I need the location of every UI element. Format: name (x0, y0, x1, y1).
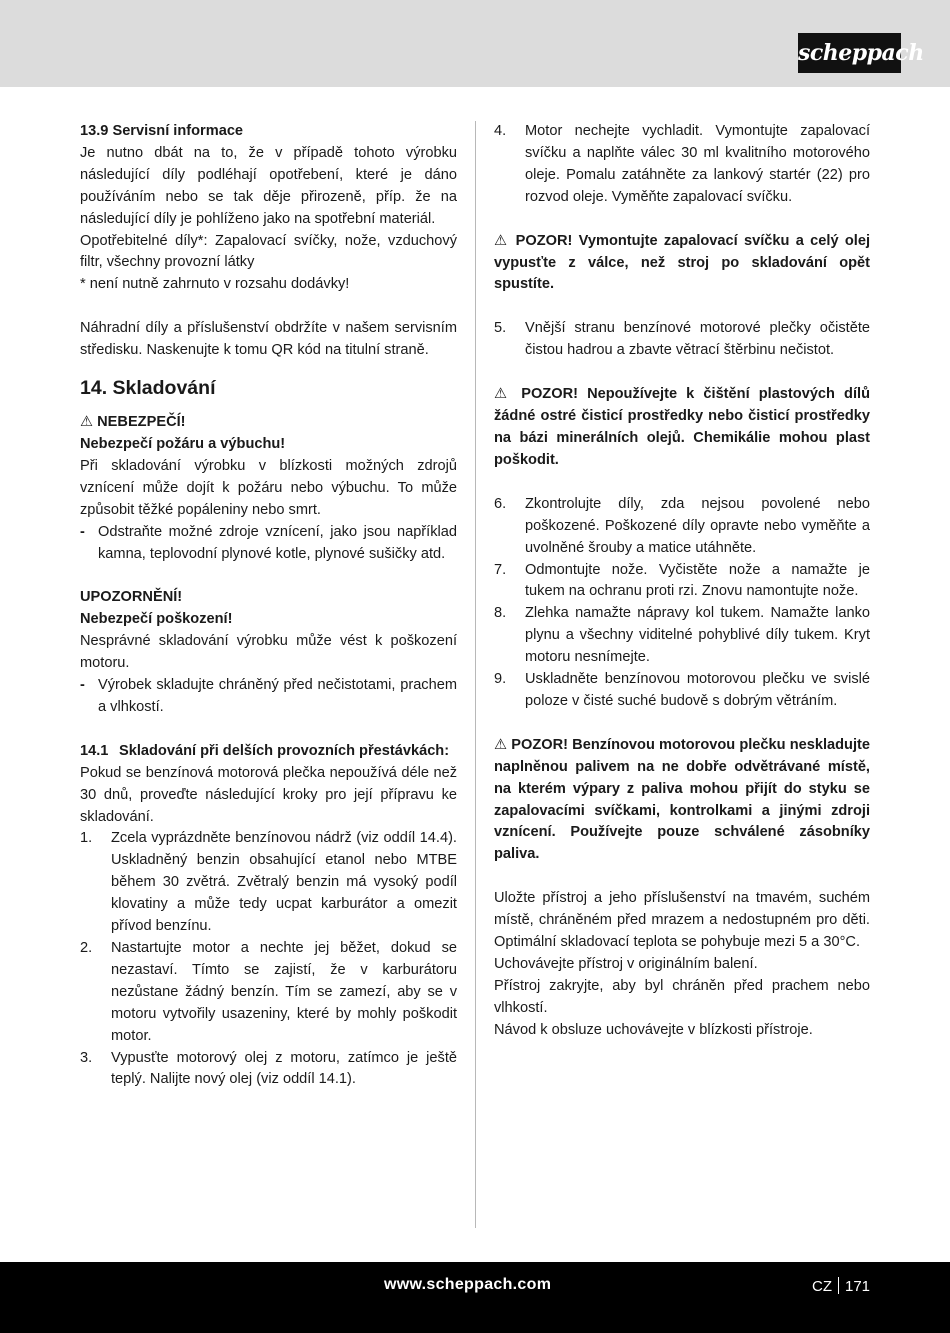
section-13-9-title: 13.9 Servisní informace (80, 123, 244, 139)
left-column (80, 121, 457, 1091)
paragraph: Je nutno dbát na to, že v případě tohoto výrobku následující díly podléhají opotřebení, které je dáno používáním nebo se tak děje přirozeně, příp. že na následující díly je pohlíženo jako na spotřební materiál. (80, 144, 457, 227)
paragraph: Náhradní díly a příslušenství obdržíte v našem servisním středisku. Naskenujte k tomu QR kód na titulní straně. (80, 320, 457, 359)
website-link[interactable]: www.scheppach.com (384, 1276, 552, 1293)
list-item: 3. Vypusťte motorový olej z motoru, zatímco je ještě teplý. Nalijte nový olej (viz oddíl 14.1). (80, 1049, 457, 1088)
paragraph: Pokud se benzínová motorová plečka nepoužívá déle než 30 dnů, proveďte následující kroky pro její přípravu ke skladování. (80, 764, 457, 825)
list-item: 1. Zcela vyprázdněte benzínovou nádrž (viz oddíl 14.4). Uskladněný benzin obsahující etanol nebo MTBE během 30 zvětrá. Zvětralý benzin má vysoký podíl klovatiny a může tedy ucpat karburátor a omezit přívod benzínu. (80, 830, 457, 935)
list-item: 6. Zkontrolujte díly, zda nejsou povolené nebo poškozené. Poškozené díly opravte nebo vyměňte a uvolněné šrouby a matice utáhněte. (494, 495, 870, 556)
danger-subtitle: Nebezpečí požáru a výbuchu! (80, 435, 286, 452)
section-14-1-title: 14.1 Skladování při delších provozních přestávkách: (80, 742, 450, 759)
paragraph: Uložte přístroj a jeho příslušenství na tmavém, suchém místě, chráněném před mrazem a nedostupném pro děti. Optimální skladovací teplota se pohybuje mezi 5 a 30°C. (494, 890, 870, 951)
right-column (494, 121, 870, 1042)
warning-note: ⚠ POZOR! Nepoužívejte k čištění plastových dílů žádné ostré čisticí prostředky nebo čisticí prostředky na bázi minerálních olejů. Chemikálie mohou plast poškodit. (494, 386, 870, 468)
warning-note: ⚠ POZOR! Benzínovou motorovou plečku neskladujte naplněnou palivem na ne dobře odvětrávané místě, na kterém výpary z paliva mohou přijít do styku se zapalovacími svíčkami, kontrolkami a jinými zdroji vznícení. Používejte pouze schválené zásobníky paliva. (494, 736, 870, 863)
list-item: 2. Nastartujte motor a nechte jej běžet, dokud se nezastaví. Tímto se zajistí, že v karburátoru nezůstane žádný benzín. Tím se zamezí, aby se v motoru vytvořily usazeniny, které by mohly poškodit motor. (80, 940, 457, 1044)
list-item: 9. Uskladněte benzínovou motorovou plečku ve svislé poloze v čisté suché budově s dobrým větráním. (494, 671, 870, 709)
page-number: CZ 171 (812, 1278, 871, 1295)
paragraph: Přístroj zakryjte, aby byl chráněn před prachem nebo vlhkostí. (494, 977, 870, 1016)
scheppach-logo: scheppach (798, 33, 901, 73)
bullet-item: - Odstraňte možné zdroje vznícení, jako jsou například kamna, teplovodní plynové kotle, plynové sušičky atd. (80, 523, 457, 562)
notice-title: UPOZORNĚNÍ! (80, 589, 183, 606)
bullet-item: - Výrobek skladujte chráněný před nečistotami, prachem a vlhkostí. (80, 677, 457, 715)
danger-title: ⚠ NEBEZPEČÍ! (80, 414, 186, 431)
paragraph: Při skladování výrobku v blízkosti možných zdrojů vznícení může dojít k požáru nebo výbuchu. To může způsobit těžké popáleniny nebo smrt. (80, 457, 457, 518)
paragraph: Návod k obsluze uchovávejte v blízkosti přístroje. (494, 1021, 813, 1038)
paragraph: Nesprávné skladování výrobku může vést k poškození motoru. (80, 633, 457, 672)
warning-note: ⚠ POZOR! Vymontujte zapalovací svíčku a celý olej vypusťte z válce, než stroj po skladování opět spustíte. (494, 232, 870, 293)
list-item: 4. Motor nechejte vychladit. Vymontujte zapalovací svíčku a naplňte válec 30 ml kvalitního motorového oleje. Pomalu zatáhněte za lankový startér (22) pro rozvod oleje. Vyměňte zapalovací svíčku. (494, 123, 870, 205)
paragraph: Uchovávejte přístroj v originálním balení. (494, 956, 758, 972)
list-item: 5. Vnější stranu benzínové motorové plečky očistěte čistou hadrou a zbavte větrací štěrbinu nečistot. (494, 320, 870, 359)
list-item: 8. Zlehka namažte nápravy kol tukem. Namažte lanko plynu a všechny viditelné pohyblivé díly tukem. Kryt motoru nesnímejte. (494, 605, 870, 666)
notice-subtitle: Nebezpečí poškození! (80, 611, 233, 628)
header-bar (0, 0, 950, 87)
paragraph: * není nutně zahrnuto v rozsahu dodávky! (80, 276, 350, 293)
column-divider (475, 121, 476, 1228)
paragraph: Opotřebitelné díly*: Zapalovací svíčky, nože, vzduchový filtr, všechny provozní látky (80, 232, 457, 271)
footer-bar (0, 1262, 950, 1333)
list-item: 7. Odmontujte nože. Vyčistěte nože a namažte je tukem na ochranu proti rzi. Znovu namontujte nože. (494, 561, 870, 600)
section-14-title: 14. Skladování (80, 377, 216, 400)
